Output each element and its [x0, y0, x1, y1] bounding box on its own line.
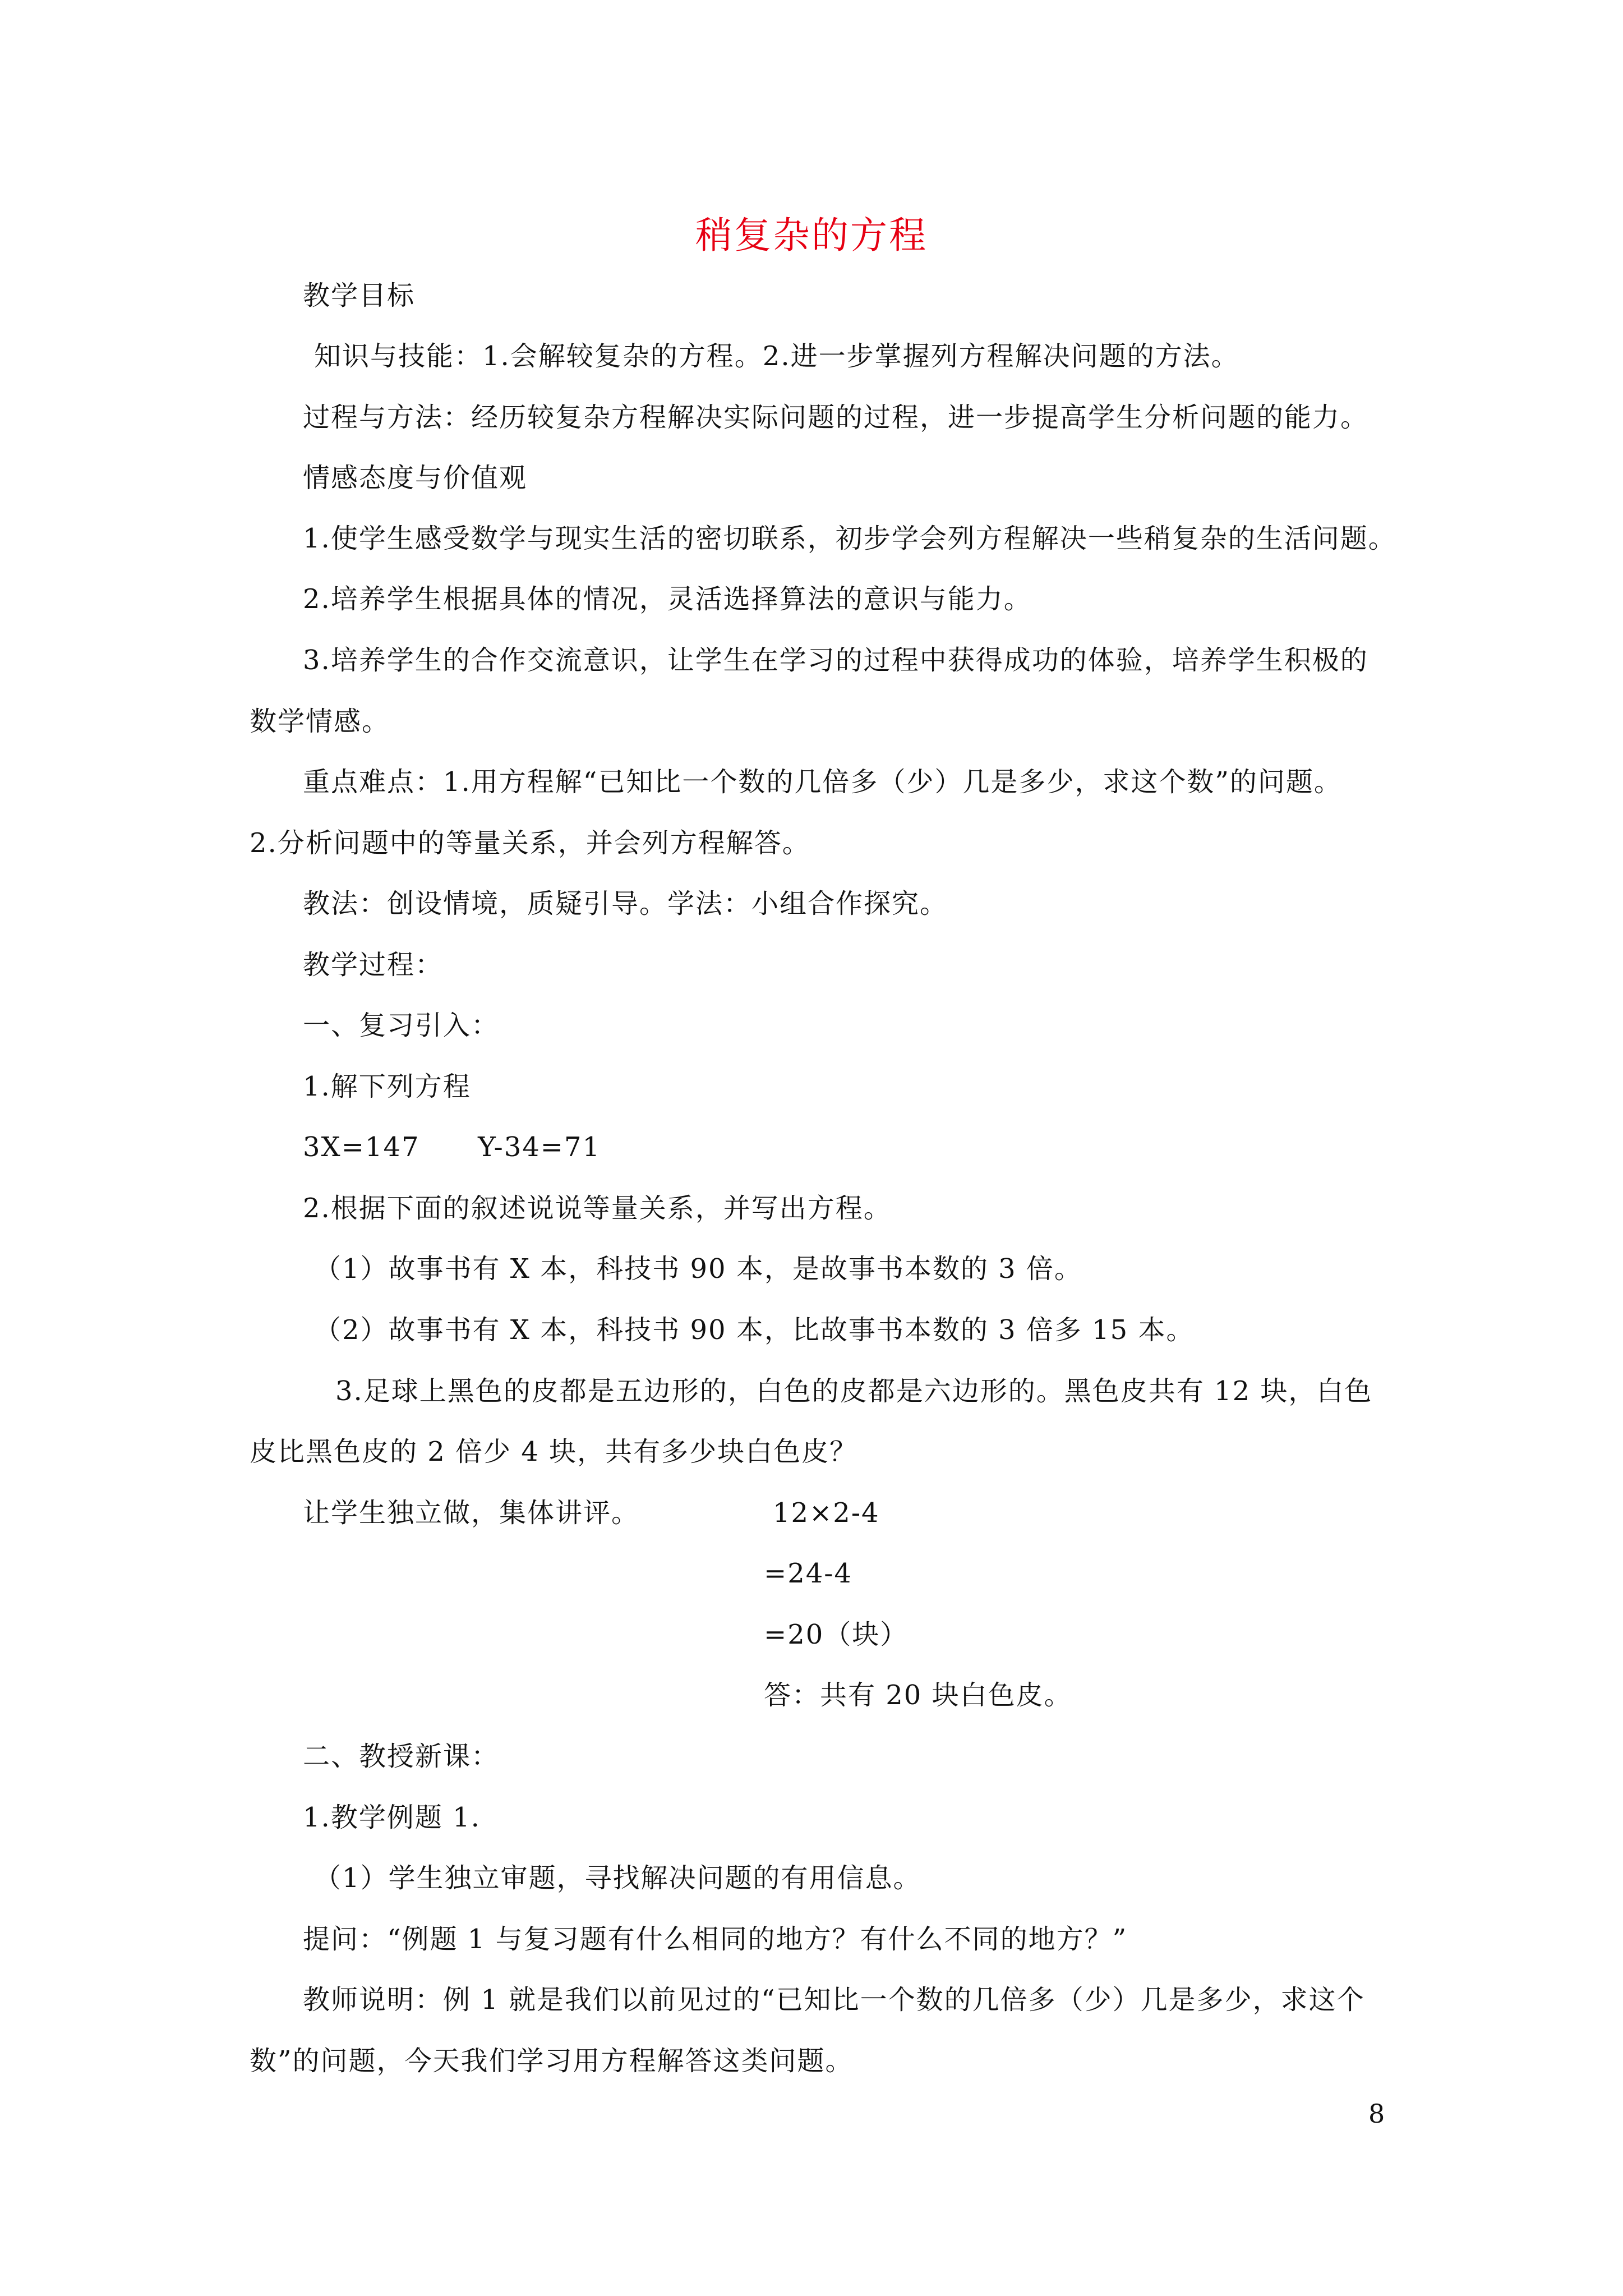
text-line-calc-1: 12×2-4	[773, 1497, 880, 1529]
text-line-process-methods: 过程与方法：经历较复杂方程解决实际问题的过程，进一步提高学生分析问题的能力。	[303, 402, 1369, 433]
text-line-calc-3: =20（块）	[764, 1619, 909, 1650]
text-line-key-points: 重点难点：1.用方程解“已知比一个数的几倍多（少）几是多少，求这个数”的问题。	[303, 766, 1342, 798]
text-line-review-2-2: （2）故事书有 X 本，科技书 90 本，比故事书本数的 3 倍多 15 本。	[314, 1314, 1195, 1346]
text-line-teaching-process: 教学过程：	[303, 949, 444, 981]
text-line-example-1-step-1: （1）学生独立审题，寻找解决问题的有用信息。	[314, 1862, 921, 1894]
text-line-goal-2: 2.培养学生根据具体的情况，灵活选择算法的意识与能力。	[303, 583, 1032, 615]
text-line-section-2: 二、教授新课：	[303, 1741, 500, 1772]
text-line-review-3-cont: 皮比黑色皮的 2 倍少 4 块，共有多少块白色皮？	[250, 1436, 858, 1467]
text-line-goal-3-cont: 数学情感。	[250, 706, 390, 737]
text-line-goal-3: 3.培养学生的合作交流意识，让学生在学习的过程中获得成功的体验，培养学生积极的	[303, 645, 1368, 676]
document-title: 稍复杂的方程	[695, 214, 928, 257]
text-line-attitude-values: 情感态度与价值观	[303, 462, 528, 494]
text-line-methods: 教法：创设情境，质疑引导。学法：小组合作探究。	[303, 888, 948, 919]
text-line-equations: 3X=147 Y-34=71	[303, 1131, 601, 1163]
text-line-teacher-note-cont: 数”的问题，今天我们学习用方程解答这类问题。	[250, 2045, 854, 2077]
text-line-question: 提问：“例题 1 与复习题有什么相同的地方？有什么不同的地方？”	[303, 1924, 1128, 1955]
text-line-knowledge-skills: 知识与技能：1.会解较复杂的方程。2.进一步掌握列方程解决问题的方法。	[314, 341, 1239, 372]
text-line-review-2: 2.根据下面的叙述说说等量关系，并写出方程。	[303, 1193, 892, 1224]
text-line-calc-2: =24-4	[764, 1558, 853, 1589]
text-line-example-1: 1.教学例题 1.	[303, 1802, 481, 1833]
text-line-teaching-goals: 教学目标	[303, 280, 416, 311]
text-line-answer: 答：共有 20 块白色皮。	[764, 1680, 1072, 1711]
text-line-goal-1: 1.使学生感受数学与现实生活的密切联系，初步学会列方程解决一些稍复杂的生活问题。	[303, 523, 1396, 554]
text-line-key-points-cont: 2.分析问题中的等量关系，并会列方程解答。	[250, 827, 810, 859]
text-line-student-work: 让学生独立做，集体讲评。	[303, 1497, 640, 1529]
text-line-review-2-1: （1）故事书有 X 本，科技书 90 本，是故事书本数的 3 倍。	[314, 1253, 1082, 1285]
text-line-review-3: 3.足球上黑色的皮都是五边形的，白色的皮都是六边形的。黑色皮共有 12 块，白色	[335, 1375, 1373, 1407]
text-line-teacher-note: 教师说明：例 1 就是我们以前见过的“已知比一个数的几倍多（少）几是多少，求这个	[303, 1984, 1365, 2016]
text-line-section-1: 一、复习引入：	[303, 1010, 500, 1041]
page-number: 8	[1368, 2099, 1385, 2129]
text-line-review-1: 1.解下列方程	[303, 1071, 471, 1102]
